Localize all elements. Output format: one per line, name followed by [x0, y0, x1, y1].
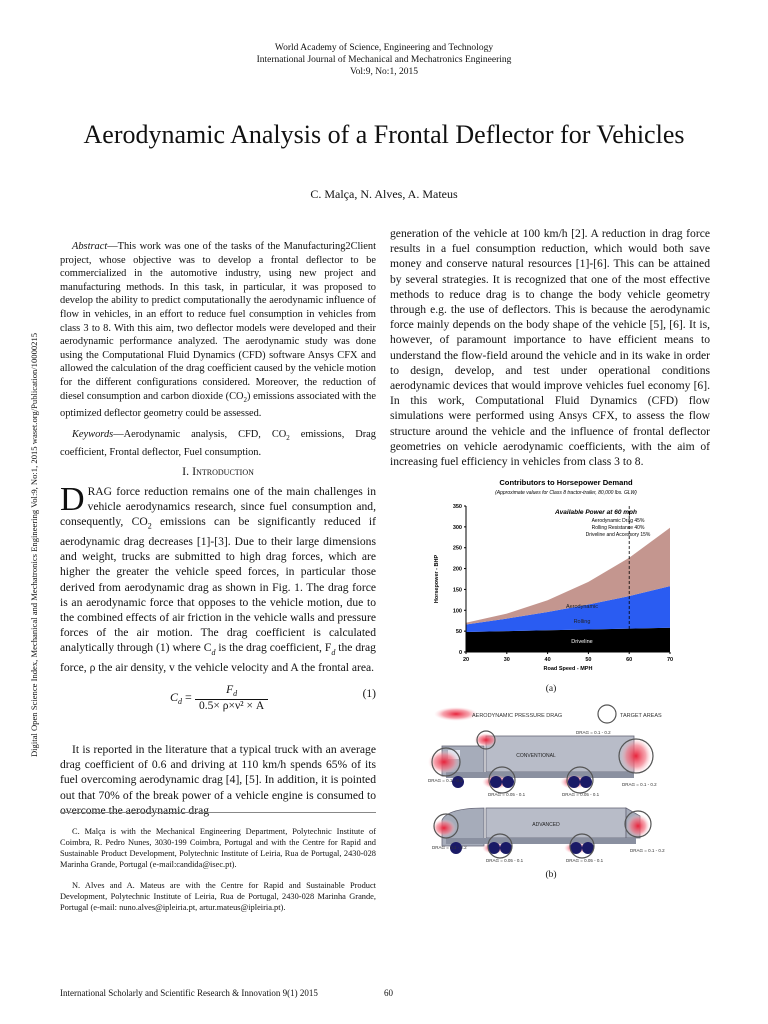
chart-title: Contributors to Horsepower Demand [499, 478, 633, 487]
y-tick-label: 300 [452, 524, 462, 531]
annotation-title: Available Power at 60 mph [554, 509, 638, 516]
t1-drag-front: DRAG = 0.1 - 0.2 [428, 778, 463, 783]
sidebar-citation-text: Digital Open Science Index, Mechanical and Mechatronics Engineering Vol:9, No:1, 2015 waset.org/Publication/10000215 [29, 332, 39, 758]
target-area-legend-icon [598, 705, 616, 723]
right-column-text: generation of the vehicle at 100 km/h [2]. A reduction in drag force results in a fuel consumption reduction, which would both save money and conserve natural resources [1]-[6]. This can be attained by several strategies. It is recognized that one of the most effective methods to reduce drag is to change the body vehicle geometry through e.g. the use of deflectors. This is because the aerodynamic force mainly depends on the body shape of the vehicle [5], [6]. It is, however, of paramount importance to have efficient means to understand the flow-field around the vehicle and in its wake in order to design, develop, and test under operational conditions aerodynamic devices that would improve vehicles fuel economy [6]. In this work, Computational Fluid Dynamics (CFD) flow simulations were performed using Ansys CFX, to assess the flow structure around the vehicle and the influence of frontal deflector geometries on vehicle aerodynamic coefficients, with the aim of increasing fuel efficiency in vehicles from class 3 to 8. [390, 227, 710, 469]
advanced-truck [432, 808, 665, 863]
eq-num-sub: d [233, 689, 238, 699]
y-tick-label: 250 [452, 545, 462, 552]
legend-pressure-label: AERODYNAMIC PRESSURE DRAG [472, 713, 563, 719]
x-tick-label: 40 [544, 657, 551, 663]
footer-journal: International Scholarly and Scientific Research & Innovation 9(1) 2015 [60, 988, 318, 998]
t1-drag-mid1: DRAG = 0.05 - 0.1 [488, 792, 526, 797]
chart-subtitle: (Approximate values for Class 8 tractor-trailer, 80,000 lbs. GLW) [495, 490, 637, 496]
area-driveline [466, 628, 670, 652]
abstract-sub: 2 [243, 395, 248, 404]
t2-drag-mid2: DRAG = 0.05 - 0.1 [566, 858, 604, 863]
series-label-aerodynamic: Aerodynamic [565, 604, 599, 611]
figure-a [426, 476, 688, 676]
journal-header-line2: International Journal of Mechanical and Mechatronics Engineering [256, 55, 512, 65]
abstract-label: Abstract [72, 241, 108, 252]
x-tick-label: 60 [626, 657, 633, 663]
paper-title: Aerodynamic Analysis of a Frontal Deflector for Vehicles [83, 120, 685, 149]
section-heading-introduction [60, 464, 376, 479]
abstract-text-end: ) emissions associated with the optimized deflector geometry could be assessed. [60, 390, 376, 420]
footnote-2: N. Alves and A. Mateus are with the Centre for Rapid and Sustainable Product Development, Polytechnic Institute of Leiria, Rua de Portugal, 2430-028 Marinha Grande, Portugal (e-mail: nuno.alves@ipleiria.pt, artur.mateus@ipleiria.pt). [60, 881, 376, 912]
abstract [60, 240, 376, 421]
intro-p1-sub: 2 [147, 521, 152, 531]
truck1-label: CONVENTIONAL [516, 753, 556, 759]
chassis [446, 772, 634, 778]
keywords-label: Keywords [72, 429, 114, 440]
t1-drag-rear: DRAG = 0.1 - 0.2 [622, 782, 657, 787]
wheel [580, 776, 592, 788]
sidebar-citation [26, 300, 42, 790]
annotation-line: Driveline and Accessory 15% [585, 532, 651, 538]
x-tick-label: 50 [585, 657, 592, 663]
figure-a-caption: (a) [545, 684, 557, 694]
intro-p1b: emissions can be significantly reduced if aerodynamic drag decreases [1]-[3]. Due to their large dimensions and weight, trucks are submitted to high drag forces, which are higher the greater the vehicle speed forces, in particular those derived from aerodynamic drag as shown in Fig. 1. The drag force is an aerodynamic force that opposes to the vehicle motion, due to the combined effects of air friction in the vehicle walls and pressure forces of the air motion. The drag coefficient is calculated analytically through (1) where C [60, 515, 377, 655]
truck2-label: ADVANCED [532, 822, 560, 828]
section-number: I. [182, 464, 190, 478]
keywords-text-end: emissions, Drag coefficient, Frontal deflector, Fuel consumption. [60, 429, 376, 458]
series-label-driveline: Driveline [571, 639, 593, 646]
eq-lhs-sub: d [178, 697, 183, 707]
eq-number: (1) [362, 688, 376, 700]
section-title: Introduction [192, 464, 254, 478]
y-tick-label: 50 [455, 629, 462, 636]
intro-p1f: the drag force, ρ the air density, v the vehicle velocity and A the frontal area. [60, 641, 376, 674]
journal-header-line1: World Academy of Science, Engineering and Technology [274, 43, 494, 53]
series-label-rolling: Rolling [573, 619, 591, 626]
t1-drag-mid2: DRAG = 0.05 - 0.1 [562, 792, 600, 797]
equation-1: $C_d$ = $\frac{F_d}{\text{0.5× ρ×ν² × A}}$ (1) [170, 684, 376, 713]
dropcap: D [60, 481, 85, 518]
authors: C. Malça, N. Alves, A. Mateus [310, 187, 458, 201]
wheel [502, 776, 514, 788]
conventional-truck [428, 730, 657, 797]
keywords-sub: 2 [286, 434, 290, 443]
wheel [568, 776, 580, 788]
eq-lhs: C [170, 690, 179, 704]
horsepower-chart [426, 476, 688, 676]
x-tick-label: 30 [503, 657, 510, 663]
y-tick-label: 200 [452, 566, 462, 573]
x-tick-label: 20 [462, 657, 470, 663]
intro-paragraph-2: It is reported in the literature that a typical truck with an average drag coefficient of 0.6 and driving at 110 km/h spends 65% of its fuel overcoming aerodynamic drag [4], [5]. In addition, it is pointed out that 70% of the break power of a vehicle engine is consumed to overcome the aerodynamic drag [60, 743, 376, 817]
keywords [60, 428, 376, 459]
intro-paragraph-1 [60, 481, 377, 675]
t2-drag-mid1: DRAG = 0.05 - 0.1 [486, 858, 524, 863]
chassis [446, 838, 636, 844]
figure-b [426, 704, 688, 866]
eq-numerator: F [226, 684, 234, 696]
x-tick-label: 70 [666, 657, 674, 663]
truck-drag-diagram [426, 704, 688, 866]
wheel [490, 776, 502, 788]
annotation-line: Aerodynamic Drag 45% [591, 518, 645, 524]
keywords-text: —Aerodynamic analysis, CFD, CO [113, 429, 287, 440]
t2-drag-rear: DRAG = 0.1 - 0.2 [630, 848, 665, 853]
t2-drag-front: DRAG = 0.1 - 0.2 [432, 845, 467, 850]
journal-header-volume: Vol:9, No:1, 2015 [350, 67, 418, 77]
figure-b-caption: (b) [545, 870, 557, 880]
t1-drag-top: DRAG = 0.1 - 0.2 [576, 730, 611, 735]
intro-p1d: is the drag coefficient, F [215, 641, 332, 655]
footnote-1: C. Malça is with the Mechanical Engineering Department, Polytechnic Institute of Coimbra, R. Pedro Nunes, 3030-199 Coimbra, Portugal and with the Centre for Rapid and Sustainable Product Development, Polytechnic Institute of Leiria, Rua de Portugal, 2430-028 Marinha Grande, Portugal (e-mail:candida@isec.pt). [60, 827, 376, 869]
page-number: 60 [384, 988, 393, 998]
y-tick-label: 350 [452, 504, 462, 510]
intro-p1c: d [211, 647, 216, 657]
y-axis-label: Horsepower - BHP [434, 554, 440, 604]
intro-p1e: d [331, 647, 336, 657]
footnote-divider [60, 812, 376, 813]
eq-denominator: 0.5× ρ×ν² × A [199, 700, 265, 713]
intro-p1a: RAG force reduction remains one of the main challenges in vehicle aerodynamics research, since fuel consumption and, consequently, CO [60, 485, 376, 529]
y-tick-label: 150 [452, 587, 462, 594]
trailer-body [486, 736, 634, 772]
legend-target-label: TARGET AREAS [620, 713, 662, 719]
abstract-text: —This work was one of the tasks of the Manufacturing2Client project, whose objective was to develop a frontal deflector to be commercialized in the automotive industry, using new project and manufacturing methods. In this task, in particular, it was proposed to develop the ability to predict computationally the aerodynamic influence of flow in vehicles, in an effort to reduce fuel consumption in vehicles from class 3 to 8. With this aim, two deflector models were developed and their aerodynamic performance analyzed. The aerodynamic study was done using the Computational Fluid Dynamics (CFD) software Ansys CFX and allowed the calculation of the drag coefficient caused by the vehicle motion for the different configurations considered. Moreover, the reduction of diesel consumption and carbon dioxide (CO [60, 241, 376, 402]
x-axis-label: Road Speed - MPH [543, 666, 593, 672]
annotation-line: Rolling Resistance 40% [591, 525, 645, 531]
y-tick-label: 100 [452, 608, 462, 615]
y-tick-label: 0 [458, 650, 462, 656]
